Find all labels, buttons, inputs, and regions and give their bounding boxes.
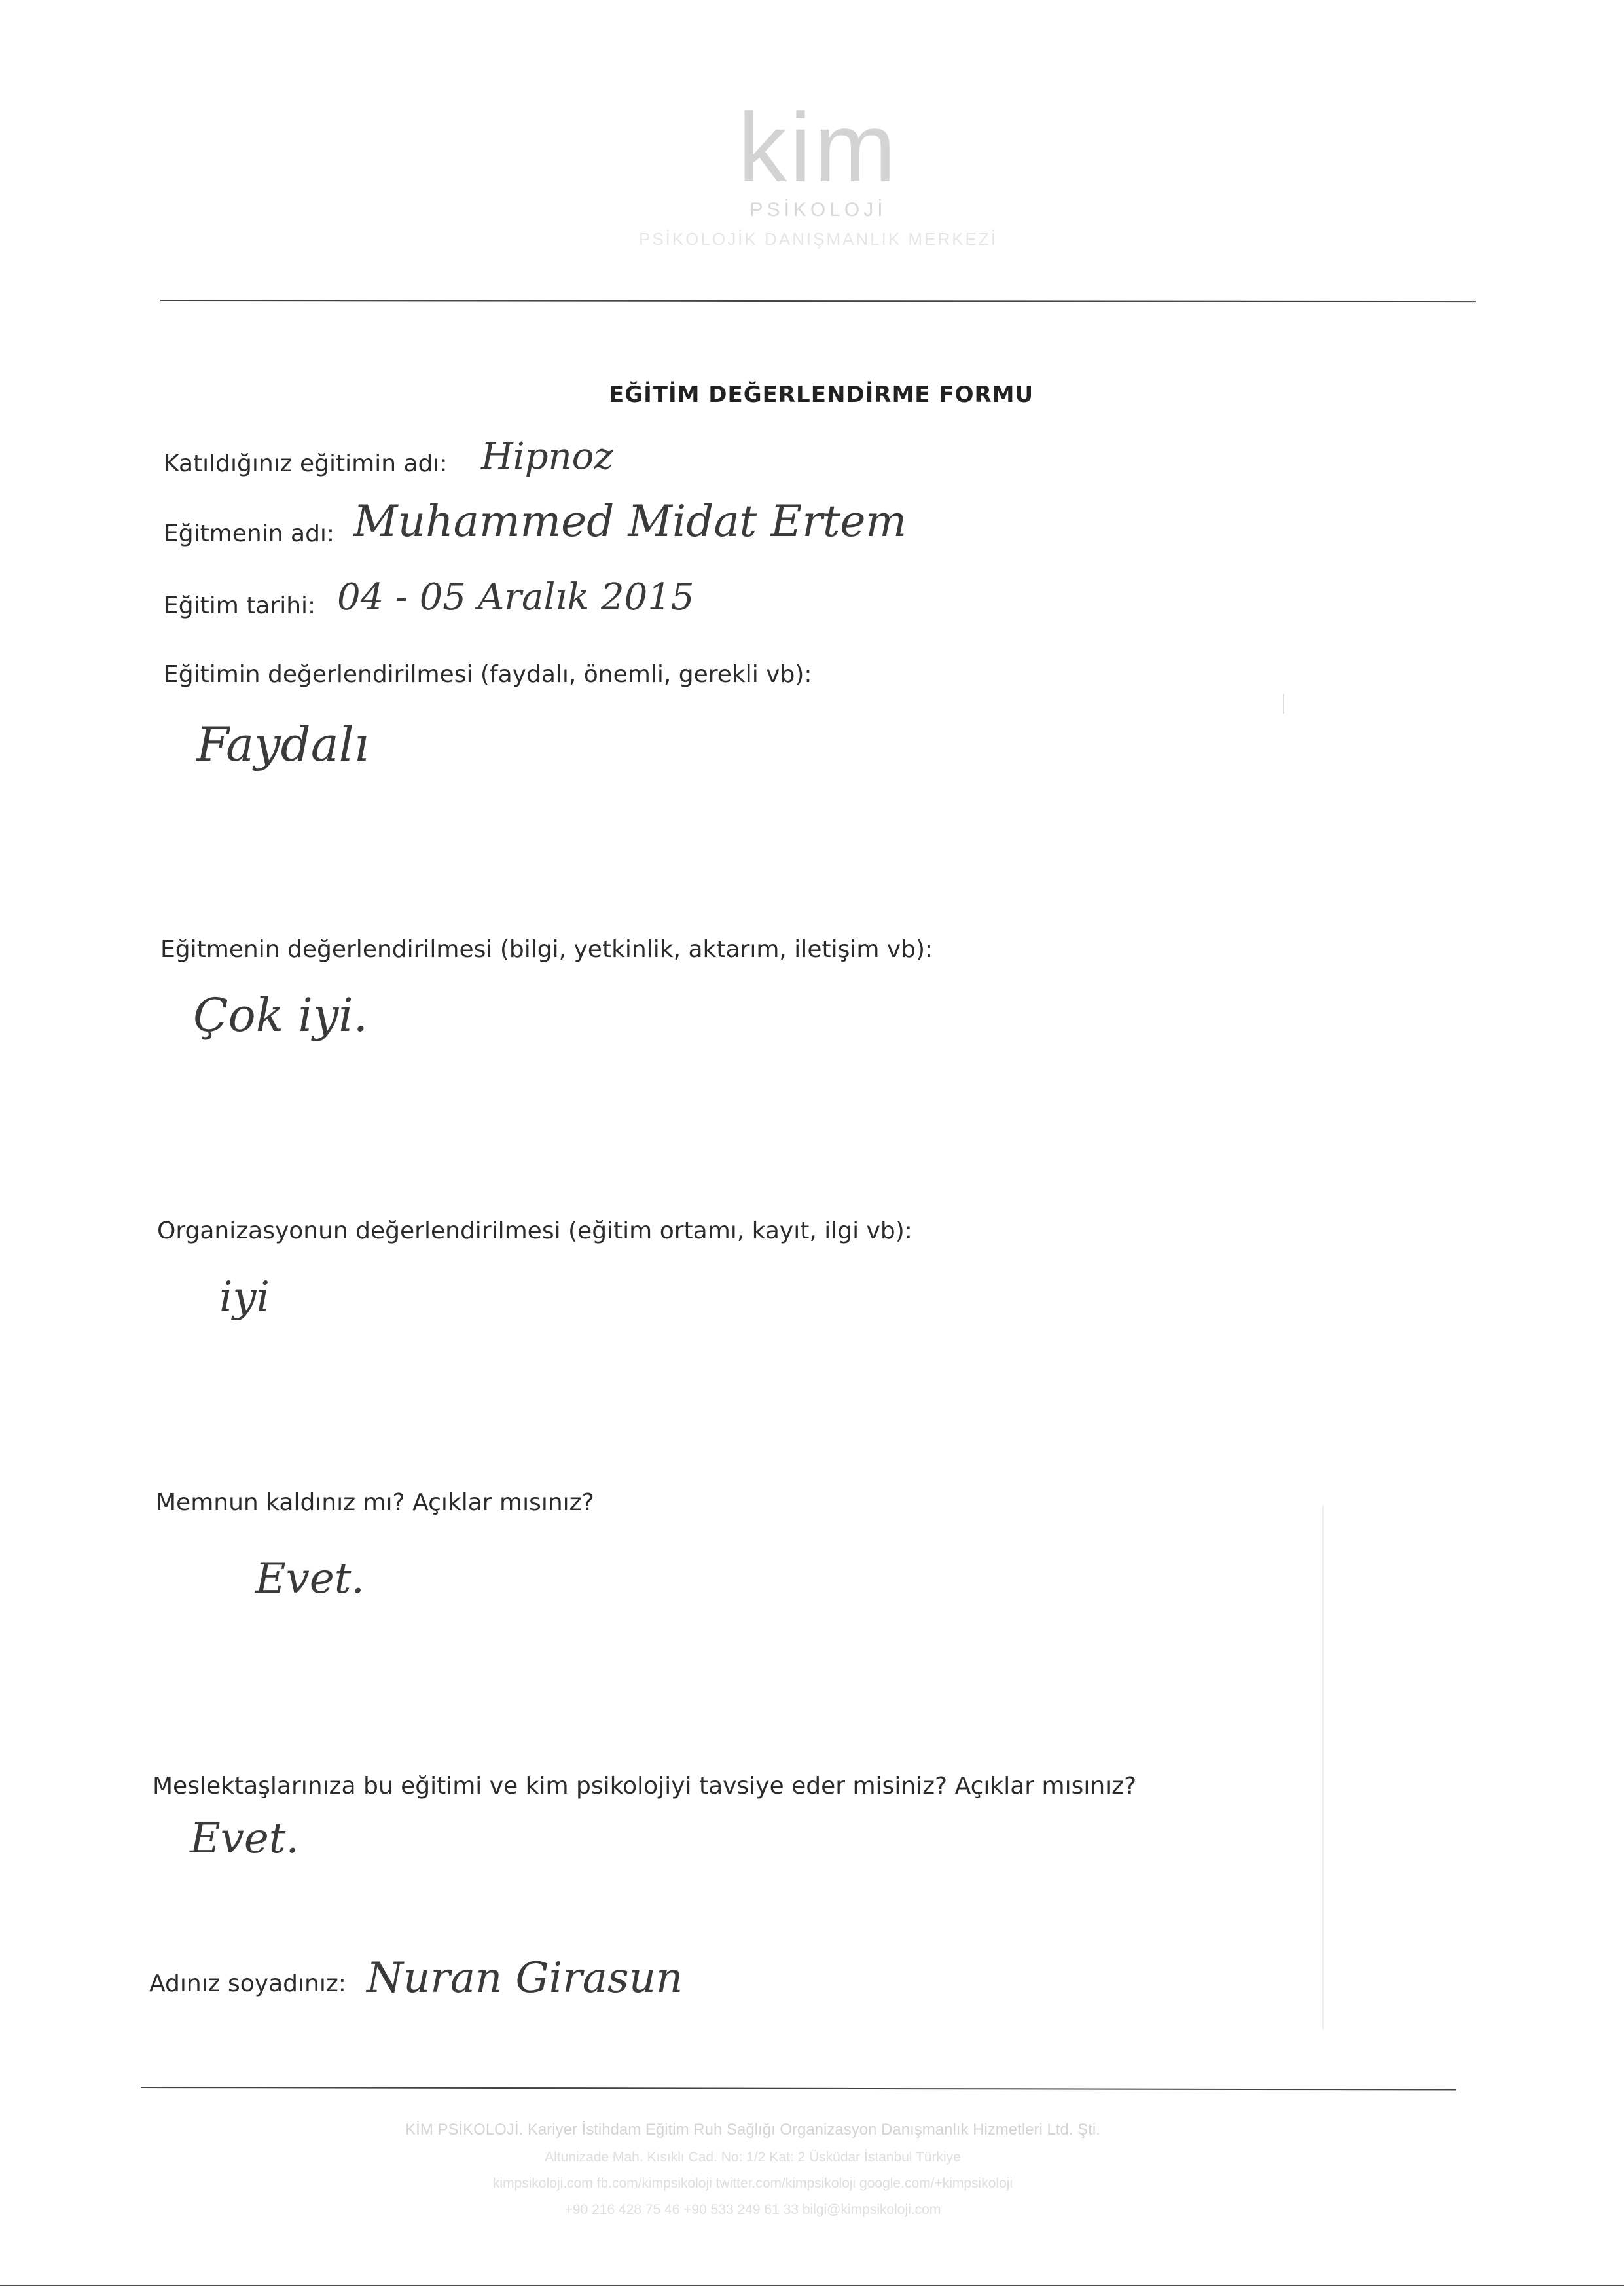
footer-address: Altunizade Mah. Kısıklı Cad. No: 1/2 Kat: 2 Üsküdar İstanbul Türkiye: [545, 2150, 961, 2165]
logo-mark: kim: [738, 92, 899, 202]
answer-organization-evaluation: iyi: [219, 1273, 270, 1322]
answer-training-name: Hipnoz: [481, 435, 613, 478]
answer-trainer-evaluation: Çok iyi.: [193, 988, 368, 1042]
answer-trainer-name: Muhammed Midat Ertem: [353, 496, 907, 547]
scan-bottom-edge: [0, 2285, 1624, 2286]
field-label-organization-evaluation: Organizasyonun değerlendirilmesi (eğitim ortamı, kayıt, ilgi vb):: [157, 1218, 912, 1244]
field-label-trainer-evaluation: Eğitmenin değerlendirilmesi (bilgi, yetkinlik, aktarım, iletişim vb):: [160, 936, 933, 963]
answer-recommendation: Evet.: [190, 1815, 299, 1863]
field-label-trainer-name: Eğitmenin adı:: [164, 520, 335, 547]
scan-artifact-tick: [1283, 694, 1284, 714]
field-label-satisfaction: Memnun kaldınız mı? Açıklar mısınız?: [156, 1489, 594, 1516]
company-logo: [733, 92, 903, 221]
field-label-training-evaluation: Eğitimin değerlendirilmesi (faydalı, önemli, gerekli vb):: [164, 661, 812, 688]
footer-contact: +90 216 428 75 46 +90 533 249 61 33 bilgi@kimpsikoloji.com: [564, 2202, 941, 2217]
answer-training-date: 04 - 05 Aralık 2015: [337, 576, 695, 619]
field-label-training-name: Katıldığınız eğitimin adı:: [164, 450, 448, 477]
logo-name: PSİKOLOJİ: [749, 199, 887, 221]
footer-web: kimpsikoloji.com fb.com/kimpsikoloji twitter.com/kimpsikoloji google.com/+kimpsikoloji: [492, 2176, 1013, 2191]
answer-full-name: Nuran Girasun: [367, 1954, 683, 2002]
field-label-training-date: Eğitim tarihi:: [164, 592, 316, 619]
footer-company: KİM PSİKOLOJİ. Kariyer İstihdam Eğitim Ruh Sağlığı Organizasyon Danışmanlık Hizmetleri Ltd. Şti.: [405, 2121, 1100, 2139]
logo-tagline: PSİKOLOJİK DANIŞMANLIK MERKEZİ: [639, 229, 998, 249]
answer-training-evaluation: Faydalı: [196, 717, 369, 772]
field-label-recommendation: Meslektaşlarınıza bu eğitimi ve kim psikolojiyi tavsiye eder misiniz? Açıklar mısınız?: [153, 1773, 1137, 1799]
field-label-full-name: Adınız soyadınız:: [149, 1970, 346, 1997]
form-title: EĞİTİM DEĞERLENDİRME FORMU: [609, 382, 1034, 408]
footer-divider: [141, 2087, 1456, 2091]
header-divider: [160, 300, 1476, 302]
answer-satisfaction: Evet.: [255, 1555, 365, 1603]
scan-artifact-line: [1322, 1506, 1324, 2029]
